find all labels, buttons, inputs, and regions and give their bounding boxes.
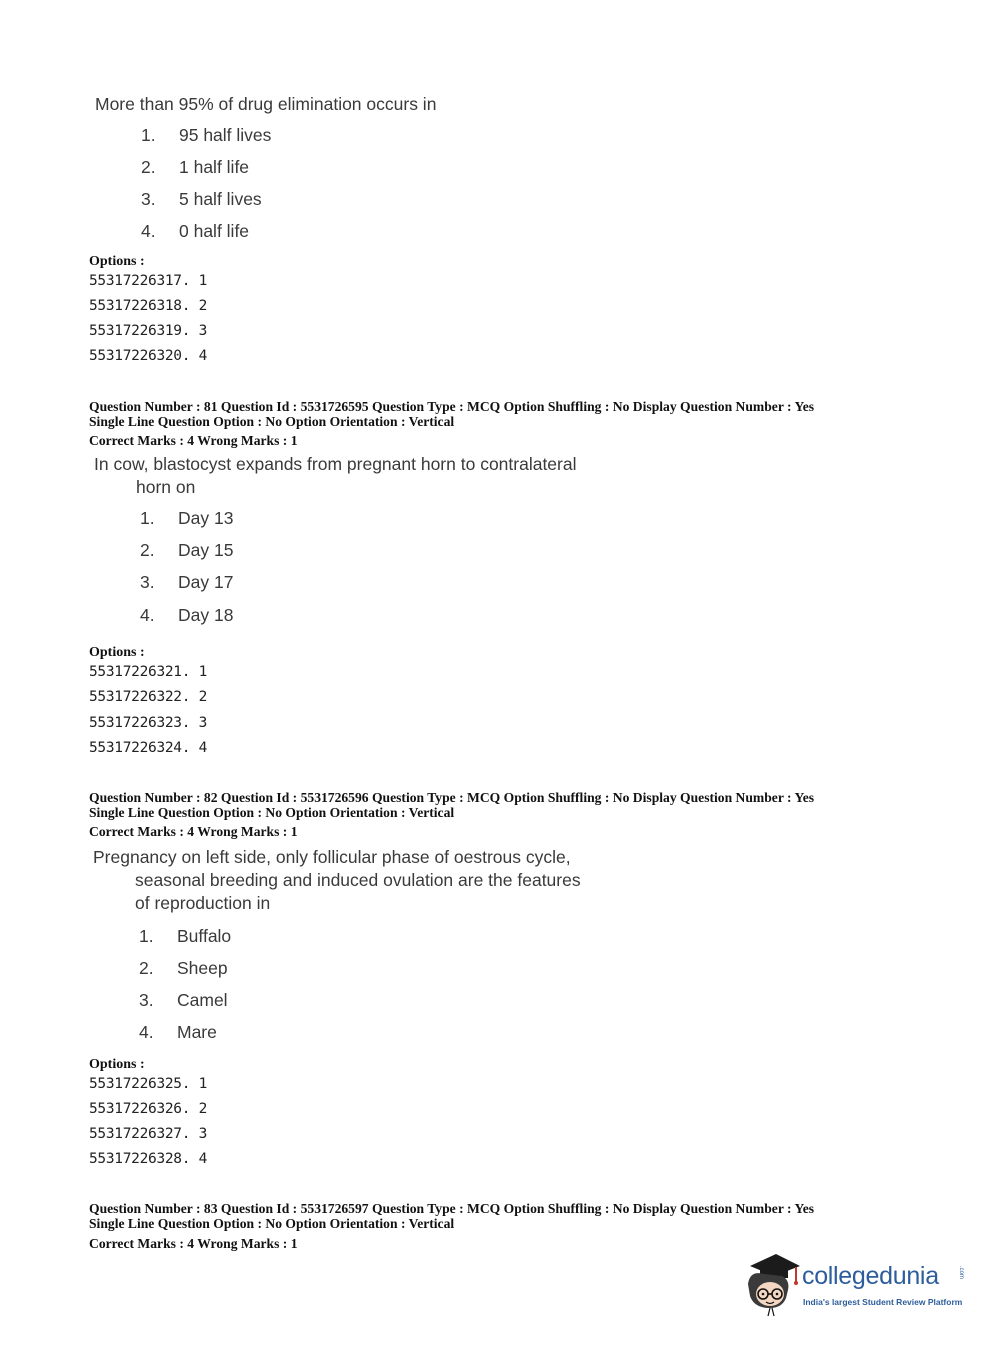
question-83-meta <box>89 1201 814 1231</box>
collegedunia-logo[interactable] <box>742 1250 972 1320</box>
choice-text: Sheep <box>177 958 228 978</box>
option-id: 55317226326. 2 <box>89 1101 208 1117</box>
option-id: 55317226328. 4 <box>89 1151 208 1167</box>
choice-item <box>141 125 271 146</box>
options-label: Options : <box>89 645 145 660</box>
logo-wordmark: collegedunia <box>802 1262 939 1290</box>
choice-number: 1. <box>141 125 156 145</box>
question-text-line: Pregnancy on left side, only follicular phase of oestrous cycle, <box>93 847 571 867</box>
choice-text: Day 17 <box>178 572 234 592</box>
option-id: 55317226318. 2 <box>89 298 208 314</box>
question-82-meta <box>89 790 814 820</box>
option-id: 55317226321. 1 <box>89 664 208 680</box>
mascot-icon <box>742 1250 802 1320</box>
choice-number: 2. <box>139 958 154 978</box>
option-id: 55317226327. 3 <box>89 1126 208 1142</box>
question-82-text <box>93 846 581 915</box>
choice-item <box>139 926 231 947</box>
choice-number: 2. <box>140 540 155 560</box>
choice-number: 4. <box>140 605 155 625</box>
option-id: 55317226320. 4 <box>89 348 208 364</box>
option-id: 55317226325. 1 <box>89 1076 208 1092</box>
choice-number: 1. <box>139 926 154 946</box>
choice-item <box>141 189 262 210</box>
option-id: 55317226324. 4 <box>89 740 208 756</box>
choice-number: 3. <box>139 990 154 1010</box>
choice-text: Buffalo <box>177 926 232 946</box>
choice-text: 1 half life <box>179 157 250 177</box>
question-text-line: In cow, blastocyst expands from pregnant horn to contralateral <box>94 454 577 474</box>
choice-text: Mare <box>177 1022 217 1042</box>
question-text-line: of reproduction in <box>135 893 271 913</box>
options-label: Options : <box>89 1057 145 1072</box>
question-81-marks: Correct Marks : 4 Wrong Marks : 1 <box>89 433 298 448</box>
question-text-line: horn on <box>136 477 196 497</box>
choice-text: Day 15 <box>178 540 234 560</box>
choice-item <box>140 572 233 593</box>
choice-text: 0 half life <box>179 221 250 241</box>
choice-number: 3. <box>140 572 155 592</box>
question-83-marks: Correct Marks : 4 Wrong Marks : 1 <box>89 1236 298 1251</box>
choice-item <box>139 1022 217 1043</box>
meta-line: Single Line Question Option : No Option Orientation : Vertical <box>89 414 455 429</box>
choice-text: Camel <box>177 990 228 1010</box>
question-80-text <box>95 93 436 116</box>
choice-number: 2. <box>141 157 156 177</box>
meta-line: Single Line Question Option : No Option Orientation : Vertical <box>89 805 455 820</box>
option-id: 55317226317. 1 <box>89 273 208 289</box>
choice-item <box>140 508 233 529</box>
option-id: 55317226323. 3 <box>89 715 208 731</box>
question-81-meta <box>89 399 814 429</box>
choice-item <box>141 157 249 178</box>
logo-tagline: India's largest Student Review Platform <box>803 1297 963 1307</box>
choice-number: 4. <box>141 221 156 241</box>
choice-text: Day 18 <box>178 605 234 625</box>
choice-number: 4. <box>139 1022 154 1042</box>
choice-text: 95 half lives <box>179 125 272 145</box>
logo-com: .com <box>958 1266 964 1280</box>
choice-item <box>141 221 249 242</box>
meta-line: Question Number : 81 Question Id : 5531726595 Question Type : MCQ Option Shuffling : No Display Question Number : Yes <box>89 399 815 414</box>
meta-line: Single Line Question Option : No Option Orientation : Vertical <box>89 1216 455 1231</box>
meta-line: Question Number : 82 Question Id : 5531726596 Question Type : MCQ Option Shuffling : No Display Question Number : Yes <box>89 790 815 805</box>
options-label: Options : <box>89 254 145 269</box>
choice-item <box>139 958 228 979</box>
choice-number: 3. <box>141 189 156 209</box>
choice-number: 1. <box>140 508 155 528</box>
question-81-text <box>94 453 577 499</box>
choice-text: Day 13 <box>178 508 234 528</box>
meta-line: Question Number : 83 Question Id : 5531726597 Question Type : MCQ Option Shuffling : No Display Question Number : Yes <box>89 1201 815 1216</box>
question-text-line: seasonal breeding and induced ovulation are the features <box>135 870 581 890</box>
choice-text: 5 half lives <box>179 189 262 209</box>
option-id: 55317226322. 2 <box>89 689 208 705</box>
choice-item <box>139 990 228 1011</box>
choice-item <box>140 540 233 561</box>
choice-item <box>140 605 233 626</box>
question-82-marks: Correct Marks : 4 Wrong Marks : 1 <box>89 824 298 839</box>
option-id: 55317226319. 3 <box>89 323 208 339</box>
question-text-line: More than 95% of drug elimination occurs in <box>95 94 437 114</box>
